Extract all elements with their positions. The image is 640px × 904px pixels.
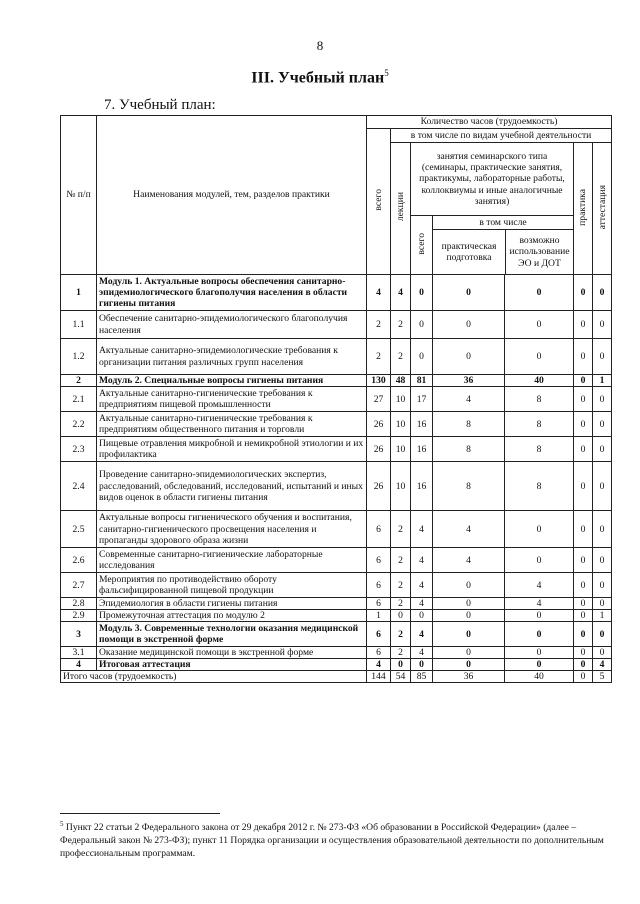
row-value: 4 xyxy=(411,647,433,659)
row-value: 0 xyxy=(433,622,505,647)
row-value: 8 xyxy=(433,437,505,462)
row-title: Эпидемиология в области гигиены питания xyxy=(97,598,367,610)
table-row xyxy=(61,437,612,462)
header-total-label: всего xyxy=(372,189,384,211)
row-value: 0 xyxy=(593,647,612,659)
table-row xyxy=(61,387,612,412)
row-value: 10 xyxy=(391,412,411,437)
total-value: 54 xyxy=(391,671,411,683)
row-value: 8 xyxy=(433,462,505,511)
total-value: 36 xyxy=(433,671,505,683)
footnote xyxy=(60,820,612,861)
row-number: 2.1 xyxy=(61,387,97,412)
row-value: 6 xyxy=(367,647,391,659)
row-value: 4 xyxy=(433,548,505,573)
row-title: Мероприятия по противодействию обороту фальсифицированной пищевой продукции xyxy=(97,573,367,598)
total-value: 40 xyxy=(505,671,574,683)
header-practical-training: практическая подготовка xyxy=(433,230,506,274)
row-value: 27 xyxy=(367,387,391,412)
row-number: 3 xyxy=(61,622,97,647)
table-row xyxy=(61,311,612,339)
table-row xyxy=(61,339,612,375)
table-body xyxy=(61,275,612,683)
row-number: 2.7 xyxy=(61,573,97,598)
row-value: 2 xyxy=(391,647,411,659)
total-value: 85 xyxy=(411,671,433,683)
footnote-text: Пункт 22 статьи 2 Федерального закона от 29 декабря 2012 г. № 273-ФЗ «Об образовании в Российской Федерации» (далее – Федеральный закон № 273-ФЗ); пункт 11 Порядка организации и осуществления образовательной деятельности по дополнительным профессиональным программам. xyxy=(60,822,604,860)
header-seminars: занятия семинарского типа (семинары, практические занятия, практикумы, лабораторные работы, коллоквиумы и иные аналогичные занятия) xyxy=(411,143,574,216)
table-row xyxy=(61,573,612,598)
row-value: 2 xyxy=(391,548,411,573)
row-value: 6 xyxy=(367,573,391,598)
row-value: 0 xyxy=(593,387,612,412)
row-value: 4 xyxy=(505,573,574,598)
table-row xyxy=(61,610,612,622)
row-number: 1.2 xyxy=(61,339,97,375)
subtitle: 7. Учебный план: xyxy=(104,97,216,113)
row-value: 10 xyxy=(391,437,411,462)
row-number: 2.8 xyxy=(61,598,97,610)
row-value: 0 xyxy=(574,412,593,437)
row-value: 26 xyxy=(367,437,391,462)
total-row xyxy=(61,671,612,683)
row-value: 0 xyxy=(574,275,593,311)
table-row xyxy=(61,275,612,311)
row-value: 6 xyxy=(367,548,391,573)
table-row xyxy=(61,462,612,511)
row-value: 0 xyxy=(593,311,612,339)
page-number: 8 xyxy=(316,38,324,53)
row-value: 0 xyxy=(505,339,574,375)
header-sem-total xyxy=(411,216,433,275)
row-value: 81 xyxy=(411,375,433,387)
header-num: № п/п xyxy=(61,116,97,275)
header-practice xyxy=(574,143,593,275)
row-value: 0 xyxy=(433,311,505,339)
row-value: 8 xyxy=(505,437,574,462)
row-value: 0 xyxy=(574,511,593,548)
row-value: 6 xyxy=(367,622,391,647)
row-value: 0 xyxy=(433,610,505,622)
row-value: 0 xyxy=(593,275,612,311)
header-name: Наименования модулей, тем, разделов практики xyxy=(97,116,367,275)
row-number: 3.1 xyxy=(61,647,97,659)
row-number: 2.3 xyxy=(61,437,97,462)
row-value: 0 xyxy=(574,647,593,659)
row-value: 16 xyxy=(411,462,433,511)
row-number: 2 xyxy=(61,375,97,387)
table-row xyxy=(61,412,612,437)
table-row xyxy=(61,548,612,573)
row-value: 8 xyxy=(433,412,505,437)
row-value: 1 xyxy=(593,375,612,387)
header-including: в том числе xyxy=(433,216,573,230)
row-number: 1.1 xyxy=(61,311,97,339)
row-value: 17 xyxy=(411,387,433,412)
row-value: 0 xyxy=(593,339,612,375)
row-title: Оказание медицинской помощи в экстренной форме xyxy=(97,647,367,659)
row-title: Модуль 2. Специальные вопросы гигиены питания xyxy=(97,375,367,387)
row-value: 0 xyxy=(574,462,593,511)
row-number: 2.2 xyxy=(61,412,97,437)
row-value: 10 xyxy=(391,462,411,511)
row-value: 4 xyxy=(411,573,433,598)
header-hours: Количество часов (трудоемкость) xyxy=(367,116,612,129)
row-value: 0 xyxy=(505,511,574,548)
row-value: 0 xyxy=(433,659,505,671)
header-total xyxy=(367,129,391,275)
row-title: Актуальные санитарно-гигиенические требования к предприятиям общественного питания и торговли xyxy=(97,412,367,437)
row-value: 4 xyxy=(411,548,433,573)
table-row xyxy=(61,598,612,610)
row-title: Модуль 1. Актуальные вопросы обеспечения санитарно-эпидемиологического благополучия населения в области гигиены питания xyxy=(97,275,367,311)
row-number: 2.6 xyxy=(61,548,97,573)
curriculum-table xyxy=(60,115,612,683)
row-value: 0 xyxy=(505,659,574,671)
row-value: 2 xyxy=(391,311,411,339)
row-value: 2 xyxy=(391,573,411,598)
row-value: 0 xyxy=(593,412,612,437)
row-value: 0 xyxy=(433,598,505,610)
header-including-cells xyxy=(433,230,573,274)
total-value: 5 xyxy=(593,671,612,683)
row-value: 0 xyxy=(593,462,612,511)
row-value: 2 xyxy=(391,511,411,548)
row-value: 4 xyxy=(411,622,433,647)
row-value: 0 xyxy=(411,610,433,622)
header-practice-label: практика xyxy=(577,188,589,226)
row-title: Актуальные санитарно-гигиенические требования к предприятиям пищевой промышленности xyxy=(97,387,367,412)
row-value: 0 xyxy=(574,387,593,412)
row-value: 0 xyxy=(433,339,505,375)
table-row xyxy=(61,659,612,671)
row-number: 4 xyxy=(61,659,97,671)
table-row xyxy=(61,375,612,387)
row-value: 48 xyxy=(391,375,411,387)
row-value: 4 xyxy=(433,511,505,548)
table-row xyxy=(61,511,612,548)
row-value: 2 xyxy=(391,598,411,610)
row-value: 0 xyxy=(593,437,612,462)
row-value: 4 xyxy=(411,511,433,548)
row-value: 0 xyxy=(505,311,574,339)
row-value: 8 xyxy=(505,387,574,412)
footnote-mark: 5 xyxy=(60,820,64,828)
row-number: 2.4 xyxy=(61,462,97,511)
header-sem-total-label: всего xyxy=(415,232,427,255)
table-row xyxy=(61,622,612,647)
row-value: 0 xyxy=(593,511,612,548)
row-title: Промежуточная аттестация по модулю 2 xyxy=(97,610,367,622)
row-value: 2 xyxy=(367,339,391,375)
row-value: 0 xyxy=(411,275,433,311)
header-lectures xyxy=(391,143,411,275)
row-value: 0 xyxy=(391,659,411,671)
row-title: Проведение санитарно-эпидемиологических экспертиз, расследований, обследований, исследований, испытаний и иных видов оценок в области гигиены питания xyxy=(97,462,367,511)
header-eo-dot: возможно использование ЭО и ДОТ xyxy=(509,235,570,269)
row-value: 0 xyxy=(433,647,505,659)
row-value: 0 xyxy=(505,275,574,311)
table-header xyxy=(61,116,612,275)
row-value: 16 xyxy=(411,437,433,462)
total-value: 144 xyxy=(367,671,391,683)
row-value: 2 xyxy=(391,622,411,647)
row-value: 4 xyxy=(411,598,433,610)
row-value: 0 xyxy=(433,573,505,598)
row-title: Обеспечение санитарно-эпидемиологического благополучия населения xyxy=(97,311,367,339)
row-value: 4 xyxy=(433,387,505,412)
row-value: 0 xyxy=(411,311,433,339)
row-value: 40 xyxy=(505,375,574,387)
row-value: 0 xyxy=(433,275,505,311)
table-row xyxy=(61,647,612,659)
row-value: 0 xyxy=(593,598,612,610)
row-value: 4 xyxy=(367,659,391,671)
row-value: 0 xyxy=(505,610,574,622)
row-value: 0 xyxy=(391,610,411,622)
row-value: 0 xyxy=(574,622,593,647)
row-title: Итоговая аттестация xyxy=(97,659,367,671)
header-attestation-label: аттестация xyxy=(596,184,608,230)
row-title: Модуль 3. Современные технологии оказания медицинской помощи в экстренной форме xyxy=(97,622,367,647)
row-value: 0 xyxy=(411,659,433,671)
header-attestation xyxy=(593,143,612,275)
row-value: 0 xyxy=(574,659,593,671)
row-title: Современные санитарно-гигиенические лабораторные исследования xyxy=(97,548,367,573)
row-value: 0 xyxy=(593,548,612,573)
row-value: 0 xyxy=(593,622,612,647)
row-title: Актуальные санитарно-эпидемиологические требования к организации питания различных групп населения xyxy=(97,339,367,375)
row-number: 2.5 xyxy=(61,511,97,548)
row-value: 0 xyxy=(574,437,593,462)
footnote-reference: 5 xyxy=(384,68,389,78)
total-label: Итого часов (трудоемкость) xyxy=(61,671,367,683)
row-value: 4 xyxy=(367,275,391,311)
row-value: 1 xyxy=(367,610,391,622)
row-value: 0 xyxy=(593,573,612,598)
row-value: 10 xyxy=(391,387,411,412)
row-value: 0 xyxy=(574,375,593,387)
row-title: Пищевые отравления микробной и немикробной этиологии и их профилактика xyxy=(97,437,367,462)
row-value: 130 xyxy=(367,375,391,387)
row-value: 0 xyxy=(505,548,574,573)
row-value: 26 xyxy=(367,412,391,437)
header-by-type: в том числе по видам учебной деятельности xyxy=(391,129,612,143)
row-value: 4 xyxy=(593,659,612,671)
row-value: 0 xyxy=(505,647,574,659)
row-value: 0 xyxy=(574,311,593,339)
row-value: 0 xyxy=(411,339,433,375)
section-title xyxy=(0,68,640,87)
row-value: 0 xyxy=(574,573,593,598)
row-value: 0 xyxy=(574,610,593,622)
footnote-divider xyxy=(60,813,220,814)
row-value: 8 xyxy=(505,462,574,511)
row-value: 0 xyxy=(505,622,574,647)
header-lectures-label: лекции xyxy=(394,192,406,222)
row-value: 6 xyxy=(367,511,391,548)
row-value: 16 xyxy=(411,412,433,437)
row-value: 1 xyxy=(593,610,612,622)
row-value: 2 xyxy=(391,339,411,375)
row-value: 8 xyxy=(505,412,574,437)
section-title-text: III. Учебный план xyxy=(251,69,385,87)
row-number: 2.9 xyxy=(61,610,97,622)
row-value: 4 xyxy=(505,598,574,610)
row-value: 0 xyxy=(574,548,593,573)
row-value: 2 xyxy=(367,311,391,339)
total-value: 0 xyxy=(574,671,593,683)
header-including-group xyxy=(433,216,574,275)
row-value: 4 xyxy=(391,275,411,311)
row-value: 0 xyxy=(574,339,593,375)
row-title: Актуальные вопросы гигиенического обучения и воспитания, санитарно-гигиенического просвещения населения и пропаганды здорового образа жизни xyxy=(97,511,367,548)
row-value: 6 xyxy=(367,598,391,610)
row-value: 26 xyxy=(367,462,391,511)
row-value: 0 xyxy=(574,598,593,610)
row-number: 1 xyxy=(61,275,97,311)
row-value: 36 xyxy=(433,375,505,387)
